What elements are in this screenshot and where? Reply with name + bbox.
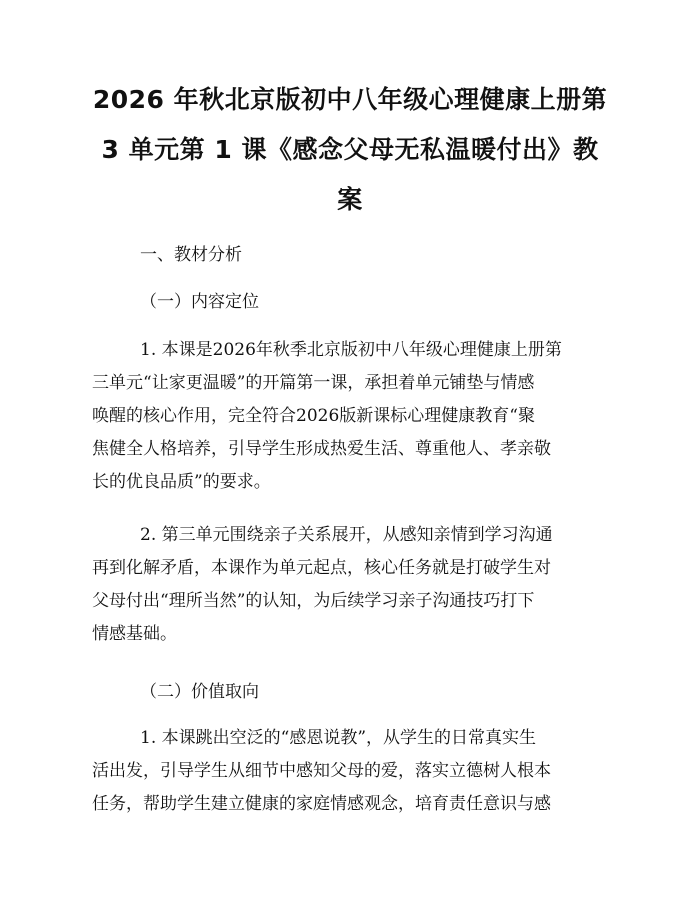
subsection-heading-value-orientation: （二）价值取向 <box>140 682 259 702</box>
paragraph-line: 1. 本课跳出空泛的“感恩说教”，从学生的日常真实生 <box>140 728 537 748</box>
paragraph-content-positioning-1 <box>92 334 612 499</box>
paragraph-line: 唤醒的核心作用，完全符合2026版新课标心理健康教育“聚 <box>92 406 535 426</box>
paragraph-line: 焦健全人格培养，引导学生形成热爱生活、尊重他人、孝亲敬 <box>92 439 551 459</box>
paragraph-line: 三单元“让家更温暖”的开篇第一课，承担着单元铺垫与情感 <box>92 373 535 393</box>
document-title-line-2: 3 单元第 1 课《感念父母无私温暖付出》教 <box>101 135 599 164</box>
paragraph-value-orientation-1 <box>92 722 612 821</box>
paragraph-line: 情感基础。 <box>92 624 177 644</box>
paragraph-line: 父母付出“理所当然”的认知，为后续学习亲子沟通技巧打下 <box>92 591 535 611</box>
paragraph-line: 再到化解矛盾，本课作为单元起点，核心任务就是打破学生对 <box>92 558 551 578</box>
paragraph-line: 长的优良品质”的要求。 <box>92 472 271 492</box>
paragraph-line: 1. 本课是2026年秋季北京版初中八年级心理健康上册第 <box>140 340 562 360</box>
document-title-line-3: 案 <box>337 185 363 214</box>
paragraph-line: 2. 第三单元围绕亲子关系展开，从感知亲情到学习沟通 <box>140 525 553 545</box>
paragraph-line: 任务，帮助学生建立健康的家庭情感观念，培育责任意识与感 <box>92 794 551 814</box>
document-title-line-1: 2026 年秋北京版初中八年级心理健康上册第 <box>92 85 608 114</box>
paragraph-content-positioning-2 <box>92 519 612 651</box>
subsection-heading-content-positioning: （一）内容定位 <box>140 292 259 312</box>
section-heading-textbook-analysis: 一、教材分析 <box>140 245 242 265</box>
paragraph-line: 活出发，引导学生从细节中感知父母的爱，落实立德树人根本 <box>92 761 551 781</box>
